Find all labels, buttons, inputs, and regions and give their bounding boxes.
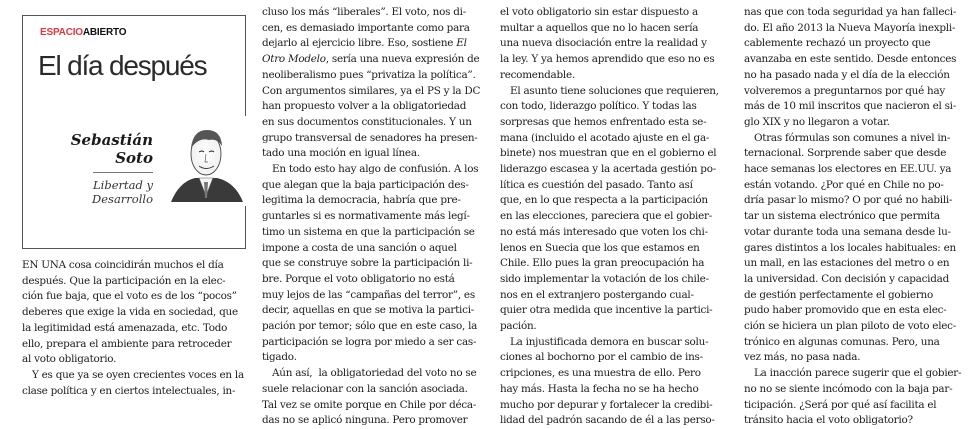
text-line: deberes que exige la vida en sociedad, que	[22, 306, 238, 319]
text-line: cluso los más “liberales”. El voto, nos di-	[262, 6, 466, 18]
text-line: lenos en Suecia que los que estamos en	[500, 241, 700, 254]
text-span: dejarlo al ejercicio libre. Eso, sostiene	[262, 37, 457, 50]
text-line: muy lejos de las “campañas del terror”, es	[262, 288, 475, 301]
text-line: con todo, liderazgo político. Y todas las	[500, 100, 697, 113]
text-line: quier otra medida que incentive la partici-	[500, 304, 713, 317]
text-line: bre. Porque el voto obligatorio no está	[262, 272, 455, 285]
text-line: recomendable.	[500, 68, 575, 81]
author-first-name: Sebastián	[70, 131, 153, 149]
text-line: hace semanas los electores en EE.UU. ya	[744, 163, 952, 176]
article-column-3	[500, 5, 726, 429]
text-line: tigado.	[262, 351, 297, 364]
text-line: pación.	[500, 320, 537, 333]
text-line: ción se hiciera un plan piloto de voto elec-	[744, 320, 957, 333]
text-line: avanzaba en este sentido. Desde entonces	[744, 53, 957, 66]
text-line: La injustificada demora en buscar solu-	[510, 335, 709, 348]
author-block	[53, 131, 153, 206]
text-line: pación por temor; sólo que en este caso, la	[262, 320, 478, 333]
text-line: suele relacionar con la sanción asociada.	[262, 382, 468, 395]
text-line: participación se logra por miedo a ser cas-	[262, 335, 477, 348]
text-line: La inacción parece sugerir que el gobier-	[754, 367, 962, 380]
text-span: , sería una nueva expresión de	[325, 53, 480, 66]
text-line: nos en el extranjero postergando cual-	[500, 288, 694, 301]
text-line: Tal vez se omite porque en Chile por déca-	[262, 398, 477, 411]
author-affiliation-line2: Desarrollo	[92, 192, 153, 206]
text-line: Aún así, la obligatoriedad del voto no se	[272, 367, 477, 380]
text-line: neoliberalismo pues “privatiza la política”.	[262, 68, 476, 81]
text-line: volveremos a preguntarnos por qué hay	[744, 84, 946, 97]
text-line: mucho por depurar y fortalecer la credibi-	[500, 398, 713, 411]
text-line: ción fue baja, que el voto es de los “pocos”	[22, 290, 237, 303]
text-line: EN UNA cosa coincidirán muchos el día	[22, 259, 224, 271]
text-line: vez más, no pasa nada.	[744, 351, 861, 364]
text-line: sido implementar la votación de los chile-	[500, 272, 709, 285]
text-line: decir, aquellas en que se motiva la partici-	[262, 304, 475, 317]
text-line: tránsito hacia el voto obligatorio?	[744, 414, 913, 427]
article-headline: El día después	[38, 50, 207, 81]
text-line: no ha pasado nada y el día de la elección	[744, 68, 950, 81]
text-line: en las elecciones, pareciera que el gobier-	[500, 210, 712, 223]
article-header-box	[22, 15, 246, 249]
text-line: en sus documentos constitucionales. Y un	[262, 115, 472, 128]
text-line: después. Que la participación en la elec-	[22, 274, 226, 287]
text-line: el voto obligatorio sin estar dispuesto a	[500, 6, 698, 18]
text-line: no está más interesado que voten los chi-	[500, 225, 708, 238]
text-line-mixed	[262, 36, 488, 52]
text-line: cen, es demasiado importante como para	[262, 21, 470, 34]
text-line: pudo haber promovido que en esta elec-	[744, 304, 947, 317]
text-line: dría pasar lo mismo? O por qué no habili-	[744, 194, 953, 207]
text-line: sorpresas que hemos enfrentado esta se-	[500, 115, 707, 128]
text-line: binete) nos muestran que en el gobierno el	[500, 147, 717, 160]
text-line: una nueva disociación entre la realidad y	[500, 37, 707, 50]
text-line: votar durante toda una semana desde lu-	[744, 225, 951, 238]
text-line: más de 10 mil inscritos que nacieron el si-	[744, 100, 957, 113]
text-line: nas que con toda seguridad ya han falleci-	[744, 6, 957, 18]
text-line: ticipación. ¿Será por qué así facilita el	[744, 398, 937, 411]
text-line: no no se siente incómodo con la baja par-	[744, 382, 953, 395]
text-line: están votando. ¿Por qué en Chile no po-	[744, 178, 944, 191]
text-line: tado una moción en igual línea.	[262, 147, 420, 160]
text-line: ciones al bochorno por el cambio de ins-	[500, 351, 703, 364]
text-line: trónico en algunas comunas. Pero, una	[744, 335, 940, 348]
text-line: que, en lo que respecta a la participación	[500, 194, 708, 207]
text-line: multar a aquellos que no lo hacen sería	[500, 21, 699, 34]
author-portrait-icon	[165, 116, 247, 206]
text-line: tar un sistema electrónico que permita	[744, 210, 940, 223]
text-line: hay más. Hasta la fecha no se ha hecho	[500, 382, 699, 395]
text-line: impone a costa de una sanción o aquel	[262, 241, 457, 254]
text-line: guntarles si es normativamente más legí-	[262, 210, 470, 223]
text-line: un mall, en las estaciones del metro o en	[744, 257, 950, 270]
section-tag	[40, 27, 126, 38]
text-line: Chile. Ello pues la gran preocupación ha	[500, 257, 705, 270]
text-line: la universidad. Con decisión y capacidad	[744, 272, 949, 285]
text-line: legitima la democracia, habría que pre-	[262, 194, 461, 207]
text-line: grupo transversal de senadores ha presen-	[262, 131, 478, 144]
text-line: lidad del padrón sacando de él a las perso-	[500, 414, 715, 427]
text-line: El asunto tiene soluciones que requieren,	[510, 84, 719, 97]
article-column-2	[262, 5, 488, 429]
text-line: Otras fórmulas son comunes a nivel in-	[754, 131, 951, 144]
text-line: la legitimidad está amenazada, etc. Todo	[22, 321, 228, 334]
text-line: ello, prepara el ambiente para retroceder	[22, 337, 232, 350]
text-line: cripciones, es una muestra de ello. Pero	[500, 367, 701, 380]
text-line: Y es que ya se oyen crecientes voces en la	[32, 368, 244, 381]
text-line: timo un sistema en que la participación se	[262, 225, 475, 238]
publication-name: El	[456, 37, 467, 50]
author-last-name: Soto	[115, 149, 153, 167]
text-line: cablemente rechazó un proyecto que	[744, 37, 931, 50]
text-line: das no se aplicó ninguna. Pero promover	[262, 414, 468, 427]
section-tag-black: ABIERTO	[82, 27, 127, 38]
text-line: gares distintos a los locales habituales: en	[744, 241, 956, 254]
text-line: que alegan que la baja participación des-	[262, 178, 469, 191]
text-line: mana (incluido el acotado ajuste en el ga-	[500, 131, 710, 144]
text-line: liderazgo escasea y la acertada gestión po-	[500, 163, 716, 176]
article-column-1	[22, 258, 248, 399]
section-tag-red: ESPACIO	[40, 27, 83, 38]
text-line: En todo esto hay algo de confusión. A los	[272, 163, 479, 176]
text-line: do. El año 2013 la Nueva Mayoría inexpli-	[744, 21, 956, 34]
article-column-4	[744, 5, 970, 429]
text-line: Con argumentos similares, ya el PS y la DC	[262, 84, 481, 97]
text-line: han propuesto volver a la obligatoriedad	[262, 100, 467, 113]
text-line: que se construye sobre la participación li-	[262, 257, 473, 270]
author-divider	[93, 172, 153, 173]
text-line: de gestión perfectamente el gobierno	[744, 288, 933, 301]
text-line: glo XIX y no llegaron a votar.	[744, 115, 890, 128]
text-line: al voto obligatorio.	[22, 353, 117, 366]
text-line: la ley. Y ya hemos aprendido que eso no es	[500, 53, 715, 66]
publication-name: Otro Modelo	[262, 53, 326, 66]
author-affiliation-line1: Libertad y	[93, 178, 153, 192]
text-line: clase política y en ciertos intelectuales, in-	[22, 384, 236, 397]
text-line-mixed	[262, 52, 488, 68]
text-line: lítica es cuestión del pasado. Tanto así	[500, 178, 693, 191]
text-line: ternacional. Sorprende saber que desde	[744, 147, 947, 160]
